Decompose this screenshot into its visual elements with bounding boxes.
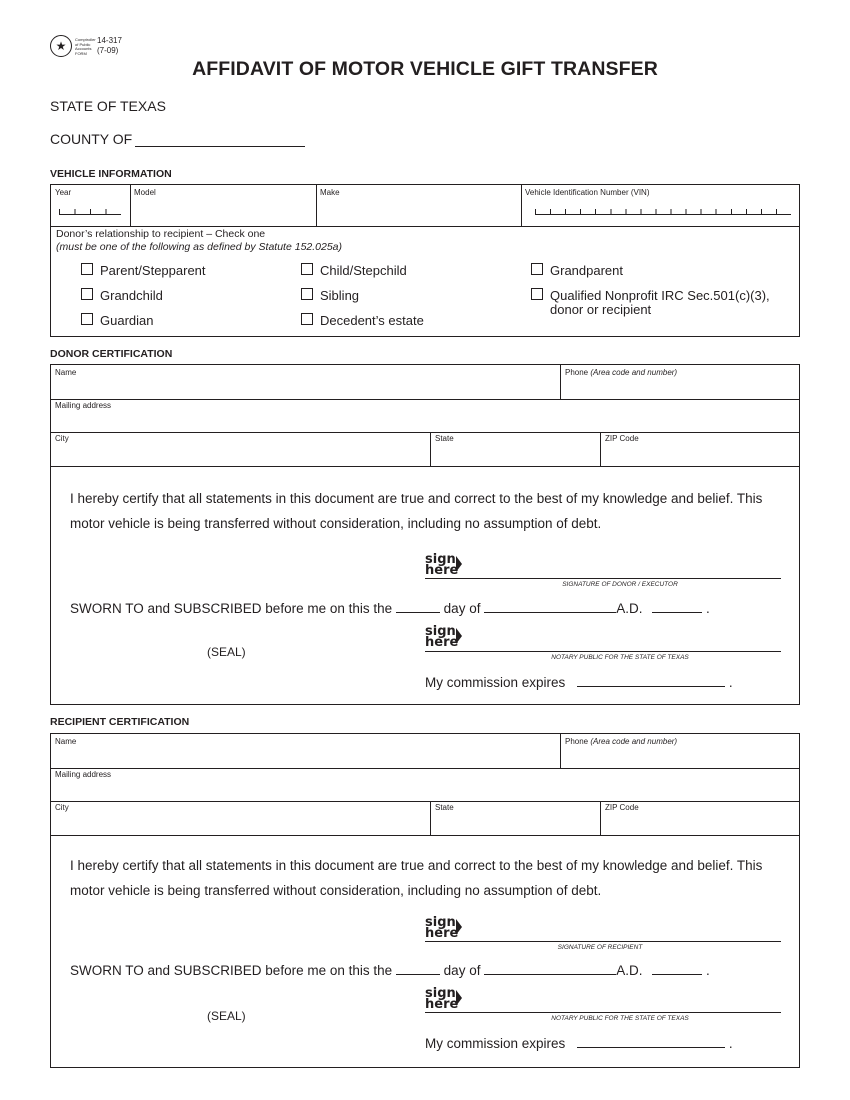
recipient-sworn-line: SWORN TO and SUBSCRIBED before me on this the day of A.D. . [70, 963, 710, 978]
donor-sign-here-icon: sign here [425, 554, 458, 576]
sibling-label: Sibling [320, 288, 360, 303]
recipient-notary-line[interactable] [425, 1012, 781, 1013]
recipient-certification-box [50, 733, 800, 1068]
model-label: Model [134, 188, 156, 197]
vin-label: Vehicle Identification Number (VIN) [525, 188, 650, 197]
year-label: Year [55, 188, 72, 197]
vehicle-info-box [50, 184, 800, 337]
child-checkbox[interactable] [301, 263, 313, 275]
county-field[interactable] [135, 146, 305, 147]
nonprofit-label-2: donor or recipient [550, 302, 652, 317]
parent-label: Parent/Stepparent [100, 263, 206, 278]
donor-day-field[interactable] [396, 601, 440, 613]
grandchild-checkbox[interactable] [81, 288, 93, 300]
recipient-notary-sign-here-icon: sign here [425, 988, 458, 1010]
grandchild-label: Grandchild [100, 288, 163, 303]
donor-phone-field[interactable] [565, 368, 677, 377]
vehicle-section-heading: VEHICLE INFORMATION [50, 168, 172, 180]
recipient-seal-label: (SEAL) [207, 1009, 246, 1023]
recipient-city-field[interactable]: City [55, 803, 69, 812]
donor-month-field[interactable] [484, 601, 616, 613]
recipient-commission-field[interactable] [577, 1036, 725, 1048]
recipient-notary-caption: NOTARY PUBLIC FOR THE STATE OF TEXAS [551, 1015, 689, 1022]
donor-city-field[interactable]: City [55, 434, 69, 443]
recipient-section-heading: RECIPIENT CERTIFICATION [50, 716, 190, 728]
recipient-zip-field[interactable]: ZIP Code [605, 803, 639, 812]
recipient-year-field[interactable] [652, 963, 702, 975]
donor-commission-field[interactable] [577, 675, 725, 687]
donor-name-field[interactable]: Name [55, 368, 77, 377]
donor-zip-field[interactable]: ZIP Code [605, 434, 639, 443]
donor-certification-text: I hereby certify that all statements in this document are true and correct to the best of my knowledge and belief. This motor vehicle is being transferred without consideration, including no assumption of debt. [70, 491, 763, 531]
donor-seal-label: (SEAL) [207, 645, 246, 659]
grandparent-checkbox[interactable] [531, 263, 543, 275]
donor-state-field[interactable]: State [435, 434, 454, 443]
state-label: STATE OF TEXAS [50, 98, 166, 114]
recipient-commission-line: My commission expires . [425, 1036, 733, 1051]
nonprofit-checkbox[interactable] [531, 288, 543, 300]
donor-year-field[interactable] [652, 601, 702, 613]
estate-label: Decedent’s estate [320, 313, 424, 328]
phone-hint: (Area code and number) [590, 737, 678, 746]
sibling-checkbox[interactable] [301, 288, 313, 300]
donor-commission-line: My commission expires . [425, 675, 733, 690]
vin-field[interactable] [535, 209, 791, 215]
recipient-signature-caption: SIGNATURE OF RECIPIENT [557, 944, 643, 951]
recipient-day-field[interactable] [396, 963, 440, 975]
child-label: Child/Stepchild [320, 263, 407, 278]
year-field[interactable] [59, 209, 121, 215]
phone-label: Phone [565, 737, 589, 746]
recipient-name-field[interactable]: Name [55, 737, 77, 746]
donor-signature-caption: SIGNATURE OF DONOR / EXECUTOR [562, 581, 678, 588]
recipient-mailing-field[interactable]: Mailing address [55, 770, 112, 779]
donor-section-heading: DONOR CERTIFICATION [50, 348, 173, 360]
phone-hint: (Area code and number) [590, 368, 678, 377]
page-title: AFFIDAVIT OF MOTOR VEHICLE GIFT TRANSFER [192, 58, 658, 80]
comptroller-seal-icon: ★ [50, 35, 72, 57]
donor-notary-caption: NOTARY PUBLIC FOR THE STATE OF TEXAS [551, 654, 689, 661]
recipient-phone-field[interactable] [565, 737, 677, 746]
phone-label: Phone [565, 368, 589, 377]
seal-caption: Comptroller of Public Accounts FORM [75, 37, 96, 56]
relationship-instruction: Donor’s relationship to recipient – Check one [56, 228, 266, 240]
guardian-checkbox[interactable] [81, 313, 93, 325]
county-label: COUNTY OF [50, 131, 133, 147]
form-number: 14-317 (7-09) [97, 36, 122, 55]
recipient-sign-here-icon: sign here [425, 917, 458, 939]
donor-signature-line[interactable] [425, 578, 781, 579]
make-label: Make [320, 188, 340, 197]
relationship-statute: (must be one of the following as defined by Statute 152.025a) [56, 241, 343, 253]
nonprofit-label: Qualified Nonprofit IRC Sec.501(c)(3), [550, 288, 770, 303]
recipient-certification-text: I hereby certify that all statements in this document are true and correct to the best of my knowledge and belief. This motor vehicle is being transferred without consideration, including no assumption of debt. [70, 858, 763, 898]
recipient-state-field[interactable]: State [435, 803, 454, 812]
notary-sign-here-icon: sign here [425, 626, 458, 648]
estate-checkbox[interactable] [301, 313, 313, 325]
guardian-label: Guardian [100, 313, 154, 328]
recipient-signature-line[interactable] [425, 941, 781, 942]
donor-mailing-field[interactable]: Mailing address [55, 401, 112, 410]
donor-certification-box [50, 364, 800, 705]
donor-sworn-line: SWORN TO and SUBSCRIBED before me on this the day of A.D. . [70, 601, 710, 616]
recipient-month-field[interactable] [484, 963, 616, 975]
grandparent-label: Grandparent [550, 263, 623, 278]
parent-checkbox[interactable] [81, 263, 93, 275]
donor-notary-line[interactable] [425, 651, 781, 652]
